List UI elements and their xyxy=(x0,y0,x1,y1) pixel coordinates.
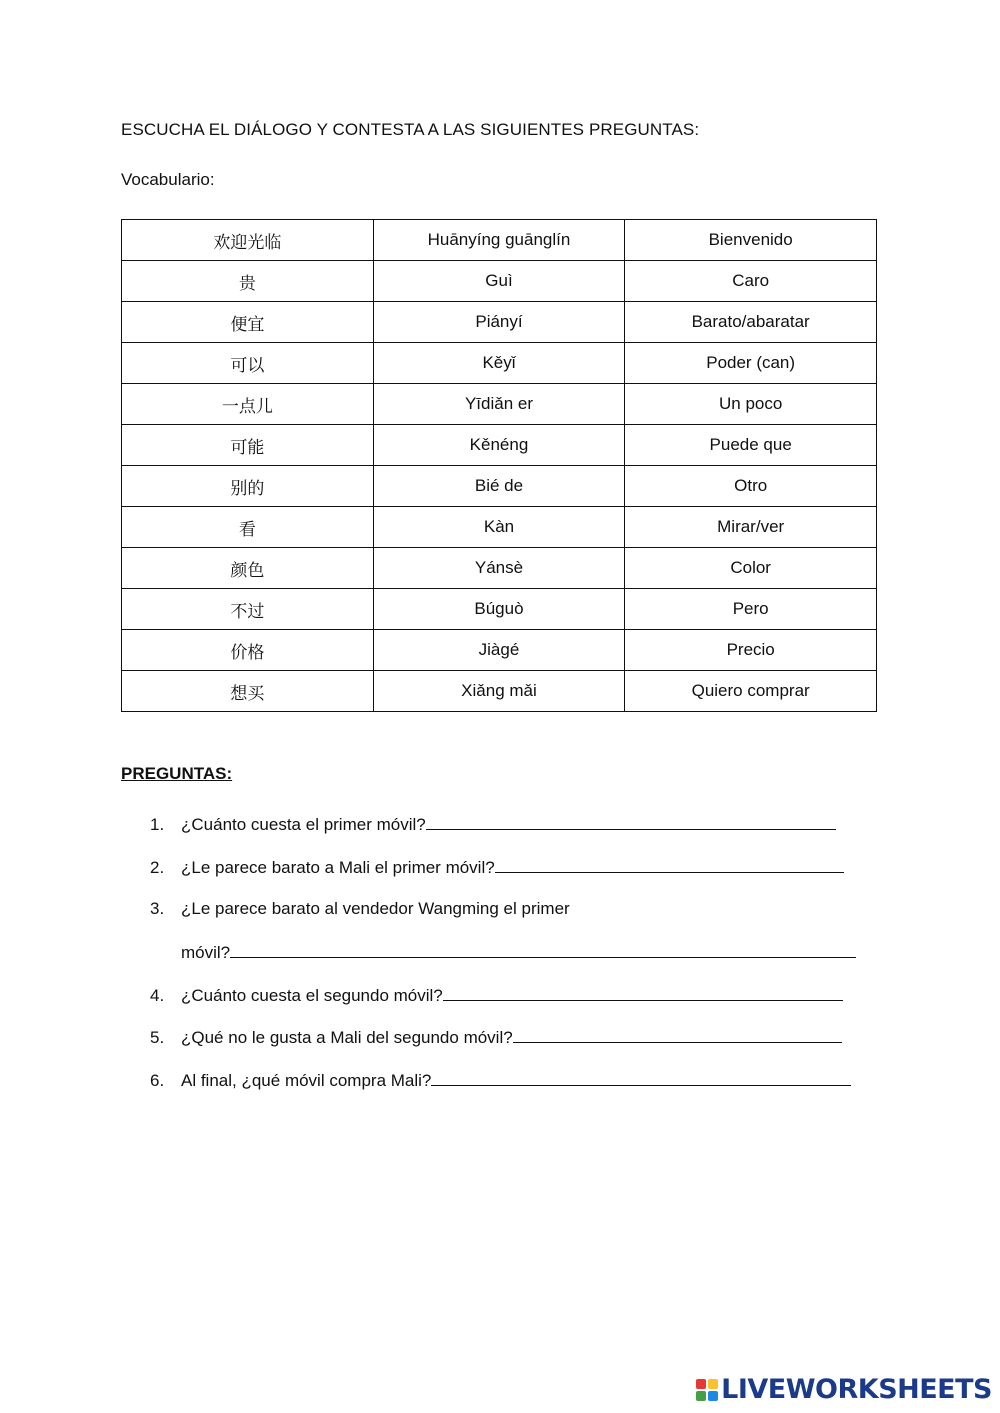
vocab-row xyxy=(122,302,877,343)
question-text: ¿Qué no le gusta a Mali del segundo móvil? xyxy=(181,1028,513,1047)
vocab-pinyin-cell: Piányí xyxy=(373,302,625,343)
question-3 xyxy=(150,899,570,919)
vocab-spanish-cell: Quiero comprar xyxy=(625,671,877,712)
question-number: 6. xyxy=(150,1071,165,1090)
answer-line-4[interactable] xyxy=(443,984,843,1001)
logo-text: LIVEWORKSHEETS xyxy=(721,1374,992,1405)
vocab-spanish-cell: Barato/abaratar xyxy=(625,302,877,343)
vocab-spanish-cell: Pero xyxy=(625,589,877,630)
vocab-row xyxy=(122,466,877,507)
vocab-hanzi-cell: 贵 xyxy=(122,261,374,302)
vocab-row xyxy=(122,261,877,302)
vocab-pinyin-cell: Huānyíng guānglín xyxy=(373,220,625,261)
question-text: ¿Cuánto cuesta el primer móvil? xyxy=(181,815,426,834)
question-number: 2. xyxy=(150,858,165,877)
question-6 xyxy=(150,1069,851,1091)
vocab-pinyin-cell: Búguò xyxy=(373,589,625,630)
vocab-row xyxy=(122,220,877,261)
question-number: 1. xyxy=(150,815,165,834)
answer-line-1[interactable] xyxy=(426,813,836,830)
vocab-hanzi-cell: 别的 xyxy=(122,466,374,507)
vocab-row xyxy=(122,384,877,425)
vocab-hanzi-cell: 可以 xyxy=(122,343,374,384)
vocab-hanzi-cell: 便宜 xyxy=(122,302,374,343)
vocab-row xyxy=(122,343,877,384)
vocab-hanzi-cell: 一点儿 xyxy=(122,384,374,425)
question-5 xyxy=(150,1026,842,1048)
answer-line-3[interactable] xyxy=(230,941,856,958)
vocab-spanish-cell: Mirar/ver xyxy=(625,507,877,548)
vocab-hanzi-cell: 想买 xyxy=(122,671,374,712)
vocab-row xyxy=(122,425,877,466)
vocabulary-label: Vocabulario: xyxy=(121,170,215,189)
vocab-row xyxy=(122,548,877,589)
question-text: ¿Le parece barato al vendedor Wangming el primer xyxy=(181,899,570,918)
questions-heading: PREGUNTAS: xyxy=(121,764,233,783)
answer-line-5[interactable] xyxy=(513,1026,842,1043)
question-number: 5. xyxy=(150,1028,165,1047)
vocab-pinyin-cell: Kàn xyxy=(373,507,625,548)
vocab-pinyin-cell: Yánsè xyxy=(373,548,625,589)
question-3-continuation xyxy=(181,941,856,963)
question-text: ¿Cuánto cuesta el segundo móvil? xyxy=(181,986,443,1005)
question-text: ¿Le parece barato a Mali el primer móvil? xyxy=(181,858,495,877)
vocab-spanish-cell: Bienvenido xyxy=(625,220,877,261)
vocab-pinyin-cell: Bié de xyxy=(373,466,625,507)
answer-line-2[interactable] xyxy=(495,856,844,873)
question-text-continuation: móvil? xyxy=(181,943,231,962)
vocabulary-table xyxy=(121,219,877,712)
vocab-spanish-cell: Poder (can) xyxy=(625,343,877,384)
question-number: 3. xyxy=(150,899,165,918)
vocab-row xyxy=(122,507,877,548)
vocab-hanzi-cell: 颜色 xyxy=(122,548,374,589)
vocab-hanzi-cell: 看 xyxy=(122,507,374,548)
vocab-hanzi-cell: 价格 xyxy=(122,630,374,671)
question-4 xyxy=(150,984,843,1006)
vocab-spanish-cell: Caro xyxy=(625,261,877,302)
vocab-row xyxy=(122,589,877,630)
vocab-spanish-cell: Puede que xyxy=(625,425,877,466)
vocab-pinyin-cell: Kěyǐ xyxy=(373,343,625,384)
logo-block-4 xyxy=(708,1391,718,1401)
vocab-hanzi-cell: 不过 xyxy=(122,589,374,630)
page-title: ESCUCHA EL DIÁLOGO Y CONTESTA A LAS SIGUIENTES PREGUNTAS: xyxy=(121,120,700,139)
vocab-hanzi-cell: 可能 xyxy=(122,425,374,466)
vocab-spanish-cell: Un poco xyxy=(625,384,877,425)
vocab-pinyin-cell: Kěnéng xyxy=(373,425,625,466)
vocab-row xyxy=(122,630,877,671)
question-2 xyxy=(150,856,844,878)
question-text: Al final, ¿qué móvil compra Mali? xyxy=(181,1071,432,1090)
vocab-pinyin-cell: Xiǎng mǎi xyxy=(373,671,625,712)
vocab-pinyin-cell: Guì xyxy=(373,261,625,302)
logo-block-1 xyxy=(696,1379,706,1389)
logo-block-3 xyxy=(696,1391,706,1401)
question-number: 4. xyxy=(150,986,165,1005)
vocab-pinyin-cell: Jiàgé xyxy=(373,630,625,671)
liveworksheets-logo xyxy=(696,1374,992,1405)
logo-block-2 xyxy=(708,1379,718,1389)
answer-line-6[interactable] xyxy=(431,1069,851,1086)
vocab-pinyin-cell: Yīdiǎn er xyxy=(373,384,625,425)
vocab-spanish-cell: Otro xyxy=(625,466,877,507)
vocab-row xyxy=(122,671,877,712)
vocab-spanish-cell: Color xyxy=(625,548,877,589)
vocab-spanish-cell: Precio xyxy=(625,630,877,671)
vocab-hanzi-cell: 欢迎光临 xyxy=(122,220,374,261)
question-1 xyxy=(150,813,836,835)
logo-blocks-icon xyxy=(696,1379,718,1401)
